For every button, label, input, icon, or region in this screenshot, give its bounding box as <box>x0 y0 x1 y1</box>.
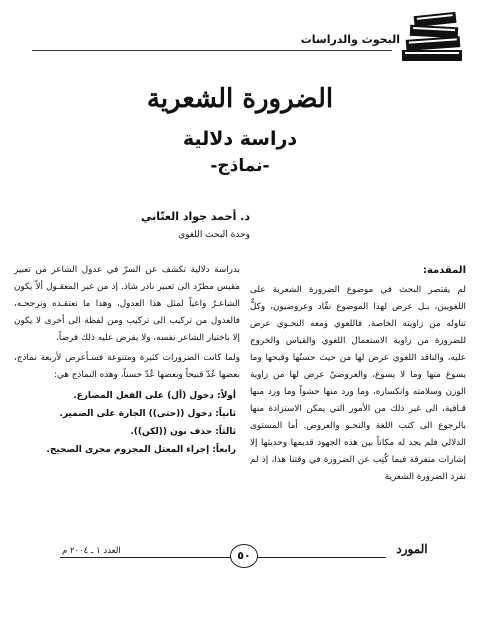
section-label: البحوث والدراسات <box>300 33 400 46</box>
footer-rule <box>60 557 386 558</box>
example-item: رابعاً: إجراء المعتل المجزوم مجرى الصحيح. <box>46 445 236 455</box>
page-number: ٥٠ <box>230 544 258 568</box>
issue-info: العدد ١ ـ ٢٠٠٤ م <box>62 546 202 556</box>
page-footer <box>0 540 480 580</box>
body-paragraph-2: ولما كانت الضرورات كثيرة ومتنوعة فسـأعرض لأربعة نماذج، بعضها عُدّ قبيحاً وبعضها عُدّ حسناً، وهذه النماذج هي: <box>14 353 240 380</box>
author-name: د. أحمد جواد العتّابي <box>141 210 250 223</box>
introduction-heading: المقدمة: <box>422 265 466 276</box>
examples-list <box>14 387 240 459</box>
header-rule <box>32 50 392 51</box>
article-title: الضرورة الشعرية <box>146 84 334 114</box>
author-unit: وحدة البحث اللغوي <box>178 230 250 240</box>
journal-name: المورد <box>396 542 428 556</box>
books-icon <box>398 8 468 64</box>
left-column <box>14 262 240 459</box>
author-block <box>0 210 480 250</box>
article-subtitle-samples: -نماذج- <box>210 156 270 176</box>
article-subtitle: دراسة دلالية <box>182 128 298 150</box>
body-paragraph-1: بدراسة دلالية تكشف عن السرّ في عدول الشاعر من تعبير مقيس مطرّد الى تعبير نادر شاذ. إذ من غير المعقـول ألاّ يكون الشاعـرُ واعياً لمثل هذا العدول، وهذا ما نعتقـده ونرجحـه، فالعدول من تركيب الى تركيب ومن لفظة الى أخرى لا يكون إلا باختيار الشاعر نفسه، ولا يفرض عليه ذلك فرضاً. <box>14 265 240 343</box>
example-item: ثانياً: دخول ((حتى)) الجارة على الضمير. <box>59 409 236 419</box>
right-column <box>250 262 466 489</box>
example-item: أولاً: دخول (أل) على الفعل المضارع. <box>73 391 236 401</box>
example-item: ثالثاً: حذف نون ((لكن)). <box>130 427 236 437</box>
introduction-paragraph: لم يقتصر البحث في موضوع الضرورة الشعرية على اللغويين، بـل عرض لهذا الموضوع نقّاد وعروضيون، وكلٌّ تناوله من زاويته الخاصة. فاللغوي ومعه النحـوي عرض للضرورة من زاوية الاستعمال اللغوي والقياس والخروج عليه، والناقد اللغوي عرض لها من حيث حسنُها وقبحها وما يسوغ منها وما لا يسوغ، والعروضيّ عرض لها من زاوية الوزن وسلامته وانكساره، وما ورد منها حشواً وما ورد منها قـافية، الى غير ذلك من الأمور التي يمكن الاستزادة منها بالرجوع الى كتب اللغة والنحـو والعروض. أما المستوى الدلالي فلم يجد له مكاناً بين هذه الجهود قديمها وحديثها إلا إشارات متفرقة فيما كُتِب عن الضرورة في وقتنا هذا، إذ لم تفرد الضرورة الشعرية <box>250 285 466 482</box>
